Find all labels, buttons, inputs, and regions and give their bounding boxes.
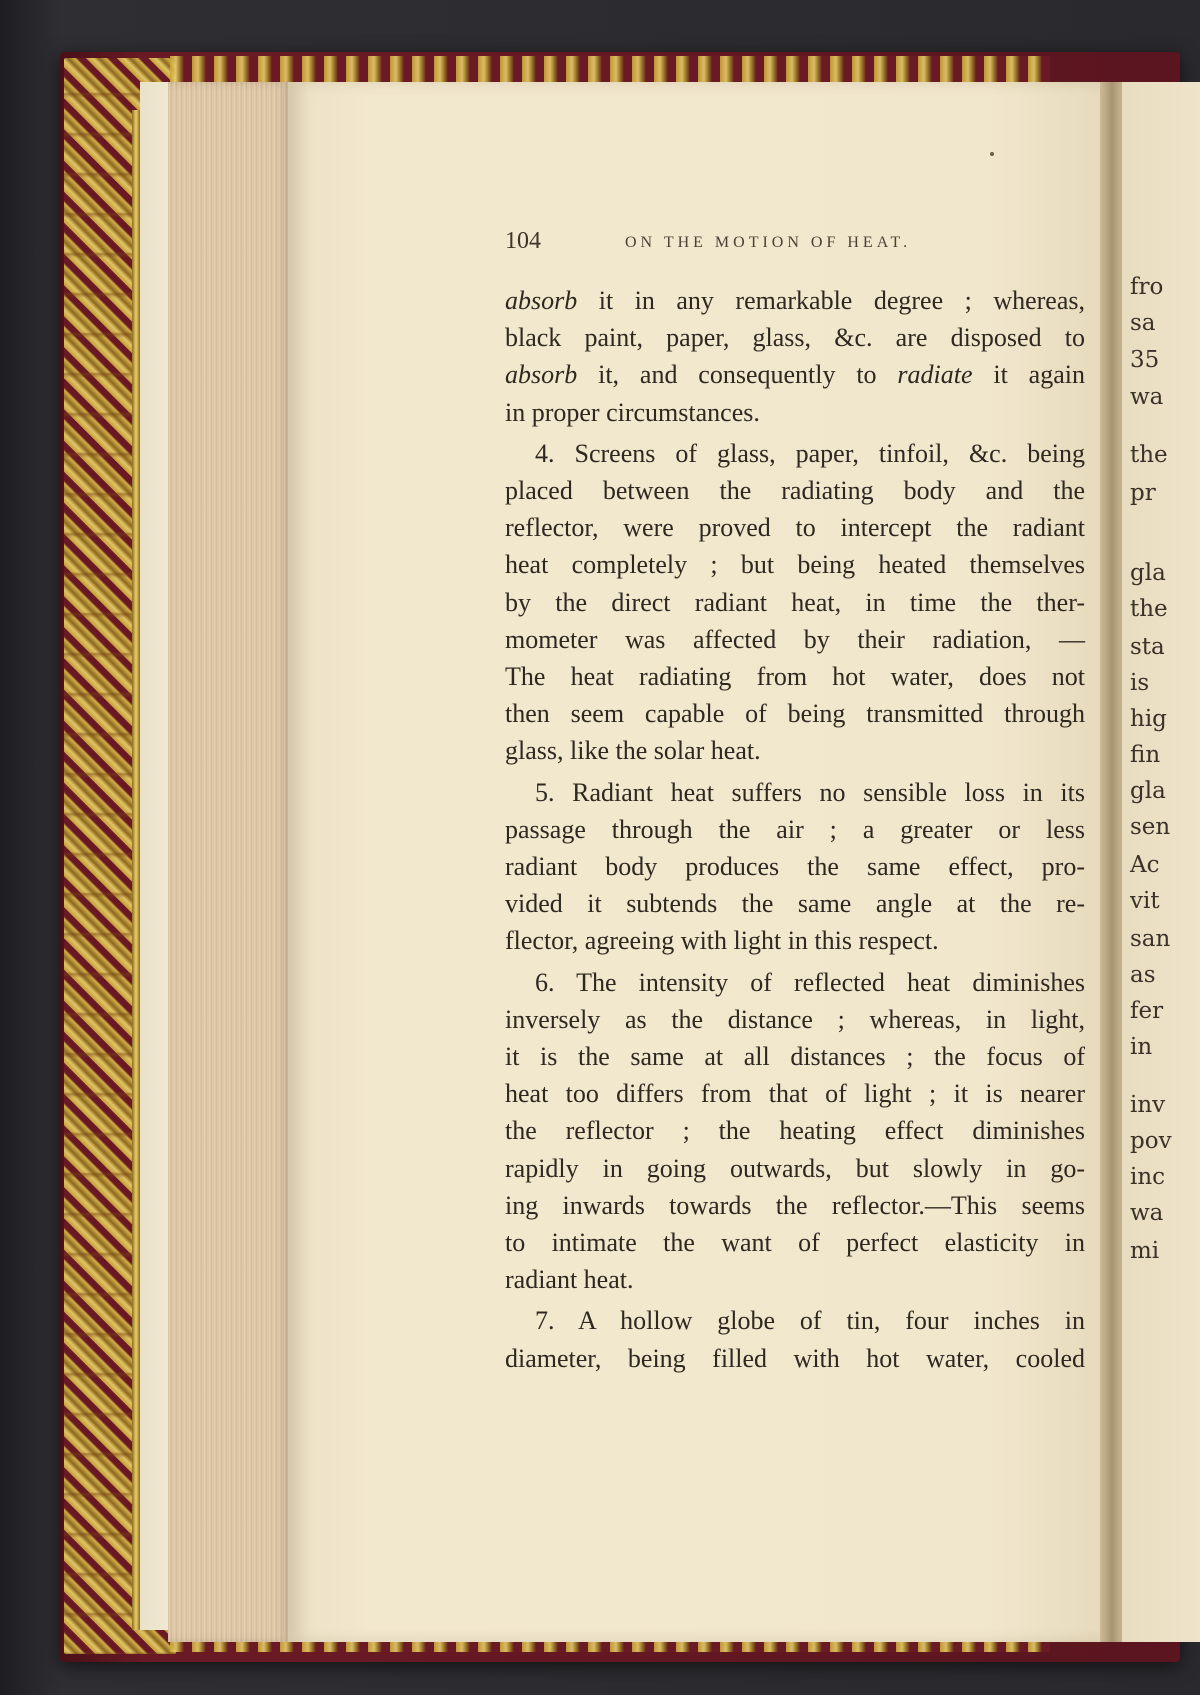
page-number: 104 [505,228,541,254]
text-line: ing inwards towards the reflector.—This seems [505,1190,1085,1220]
text-line: then seem capable of being transmitted through [505,699,1085,729]
facing-page-fragment: pr [1130,480,1156,506]
paper-speck [990,152,994,156]
running-head: ON THE MOTION OF HEAT. [625,234,912,251]
text-line: vided it subtends the same angle at the re- [505,889,1085,919]
text-line: reflector, were proved to intercept the radiant [505,513,1085,543]
text-line: heat too differs from that of light ; it is nearer [505,1079,1085,1109]
text-line: rapidly in going outwards, but slowly in go- [505,1153,1085,1183]
facing-page-fragment: Ac [1130,852,1160,878]
text-line: 5. Radiant heat suffers no sensible loss in its [535,777,1085,807]
paragraph-para6 [505,964,1085,1299]
facing-page-fragment: sen [1130,814,1171,840]
facing-page-fragment: mi [1130,1238,1160,1264]
facing-page-fragment: sa [1130,310,1156,336]
facing-page-fragment: 35 [1130,347,1160,373]
paragraph-para5 [505,774,1085,960]
facing-page-fragment: fro [1130,274,1164,300]
facing-page-fragment: in [1130,1034,1153,1060]
gilt-inner-rule [132,110,140,1630]
facing-page-fragment: gla [1130,778,1166,804]
text-line: 7. A hollow globe of tin, four inches in [535,1306,1085,1336]
facing-page-fragment: vit [1130,888,1160,914]
facing-page-fragment: is [1130,670,1150,696]
facing-page-fragment: wa [1130,384,1164,410]
text-line: The heat radiating from hot water, does not [505,662,1085,692]
text-line: black paint, paper, glass, &c. are disposed to [505,323,1085,353]
facing-page-fragment: as [1130,962,1156,988]
text-line: it is the same at all distances ; the focus of [505,1042,1085,1072]
facing-page-fragment: inv [1130,1092,1166,1118]
body-text [505,282,1085,1377]
text-line: passage through the air ; a greater or less [505,814,1085,844]
facing-page [1122,82,1200,1642]
text-line: by the direct radiant heat, in time the ther- [505,587,1085,617]
page-edges [168,82,290,1642]
book-gutter [1100,82,1124,1642]
facing-page-fragment: fin [1130,742,1161,768]
paragraph-para4 [505,435,1085,770]
gilt-ornament-top [170,56,1050,82]
paragraph-para7 [505,1302,1085,1376]
text-line: glass, like the solar heat. [505,736,761,766]
text-line: flector, agreeing with light in this respect. [505,926,939,956]
text-line: inversely as the distance ; whereas, in light, [505,1004,1085,1034]
facing-page-fragment: the [1130,442,1168,468]
facing-page-fragment: inc [1130,1164,1166,1190]
facing-page-fragment: sta [1130,634,1165,660]
facing-page-fragment: pov [1130,1128,1172,1154]
text-line: 6. The intensity of reflected heat diminishes [535,967,1085,997]
text-line: in proper circumstances. [505,397,760,427]
facing-page-fragment: fer [1130,998,1164,1024]
text-line: heat completely ; but being heated themselves [505,550,1085,580]
text-line: radiant heat. [505,1265,634,1295]
text-line: 4. Screens of glass, paper, tinfoil, &c. being [535,438,1085,468]
text-line: radiant body produces the same effect, pro- [505,852,1085,882]
text-line: mometer was affected by their radiation, — [505,624,1085,654]
facing-page-fragment: hig [1130,706,1167,732]
text-line: placed between the radiating body and the [505,476,1085,506]
facing-page-fragment: san [1130,926,1171,952]
text-line: absorb it in any remarkable degree ; whereas, [505,286,1085,315]
text-line: absorb it, and consequently to radiate it again [505,360,1085,390]
facing-page-fragment: wa [1130,1200,1164,1226]
text-line: diameter, being filled with hot water, cooled [505,1343,1085,1373]
text-line: the reflector ; the heating effect diminishes [505,1116,1085,1146]
facing-page-fragment: the [1130,596,1168,622]
facing-page-fragment: gla [1130,560,1166,586]
text-line: to intimate the want of perfect elasticity in [505,1228,1085,1258]
